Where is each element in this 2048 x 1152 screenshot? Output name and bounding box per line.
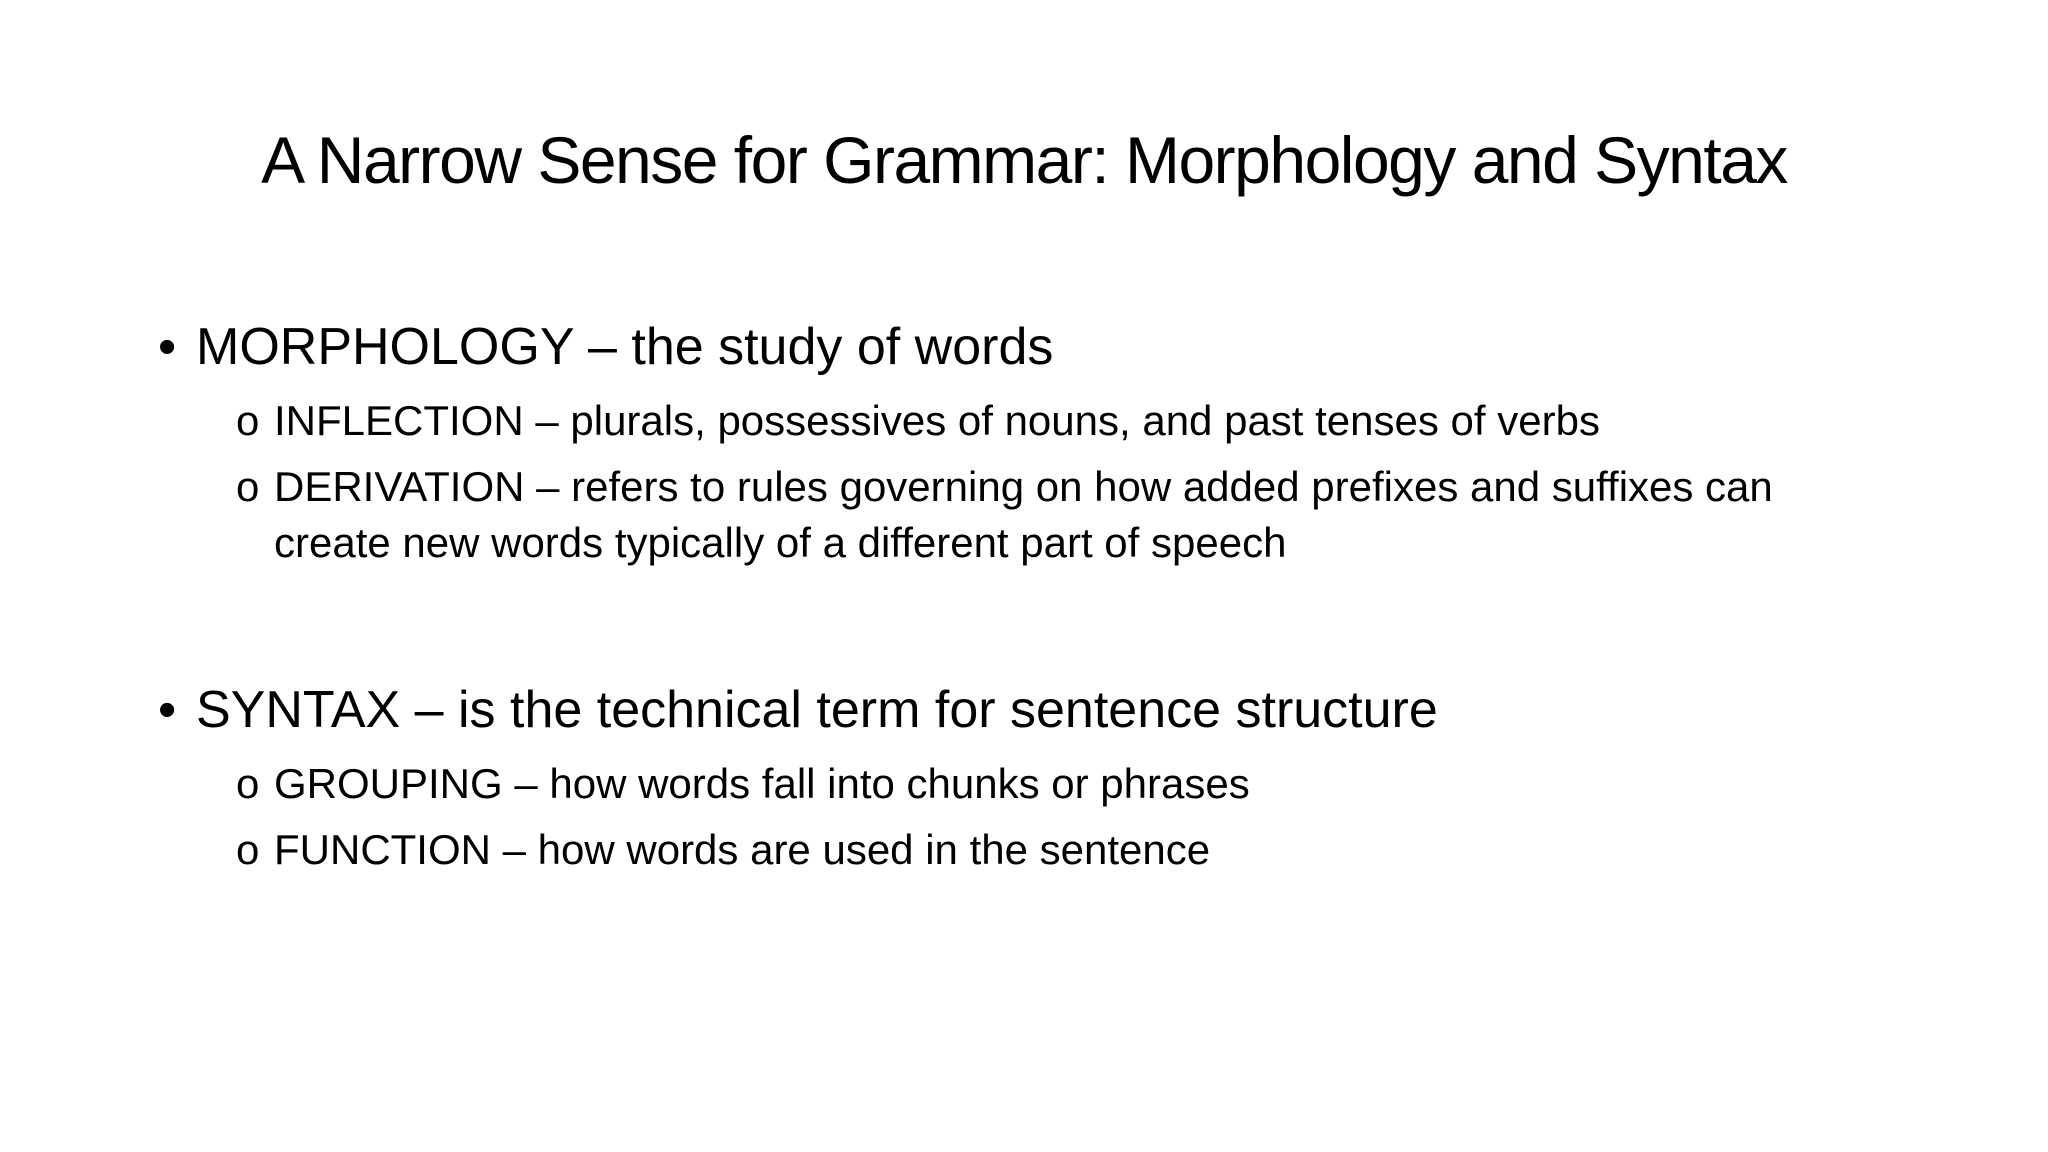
sub-bullet-derivation — [236, 459, 1876, 571]
bullet-marker: • — [158, 318, 177, 376]
sub-bullet-marker: o — [236, 397, 260, 444]
sub-bullet-marker: o — [236, 826, 260, 873]
sub-bullet-text: DERIVATION – refers to rules governing on how added prefixes and suffixes can create new words typically of a different part of speech — [274, 463, 1773, 566]
sub-bullet-inflection — [236, 393, 1876, 449]
slide-title: A Narrow Sense for Grammar: Morphology and Syntax — [261, 123, 1787, 197]
bullet-text: MORPHOLOGY – the study of words — [196, 318, 1054, 376]
bullet-marker: • — [158, 681, 177, 739]
bullet-text: SYNTAX – is the technical term for sentence structure — [196, 681, 1438, 739]
sub-bullet-grouping — [236, 756, 1876, 812]
sub-bullet-marker: o — [236, 463, 260, 510]
sub-bullet-marker: o — [236, 760, 260, 807]
sub-bullet-text: GROUPING – how words fall into chunks or phrases — [274, 760, 1250, 807]
sub-bullet-text: FUNCTION – how words are used in the sentence — [274, 826, 1211, 873]
bullet-syntax — [158, 679, 1858, 741]
bullet-morphology — [158, 316, 1858, 378]
sub-bullet-function — [236, 822, 1876, 878]
sub-bullet-text: INFLECTION – plurals, possessives of nouns, and past tenses of verbs — [274, 397, 1600, 444]
